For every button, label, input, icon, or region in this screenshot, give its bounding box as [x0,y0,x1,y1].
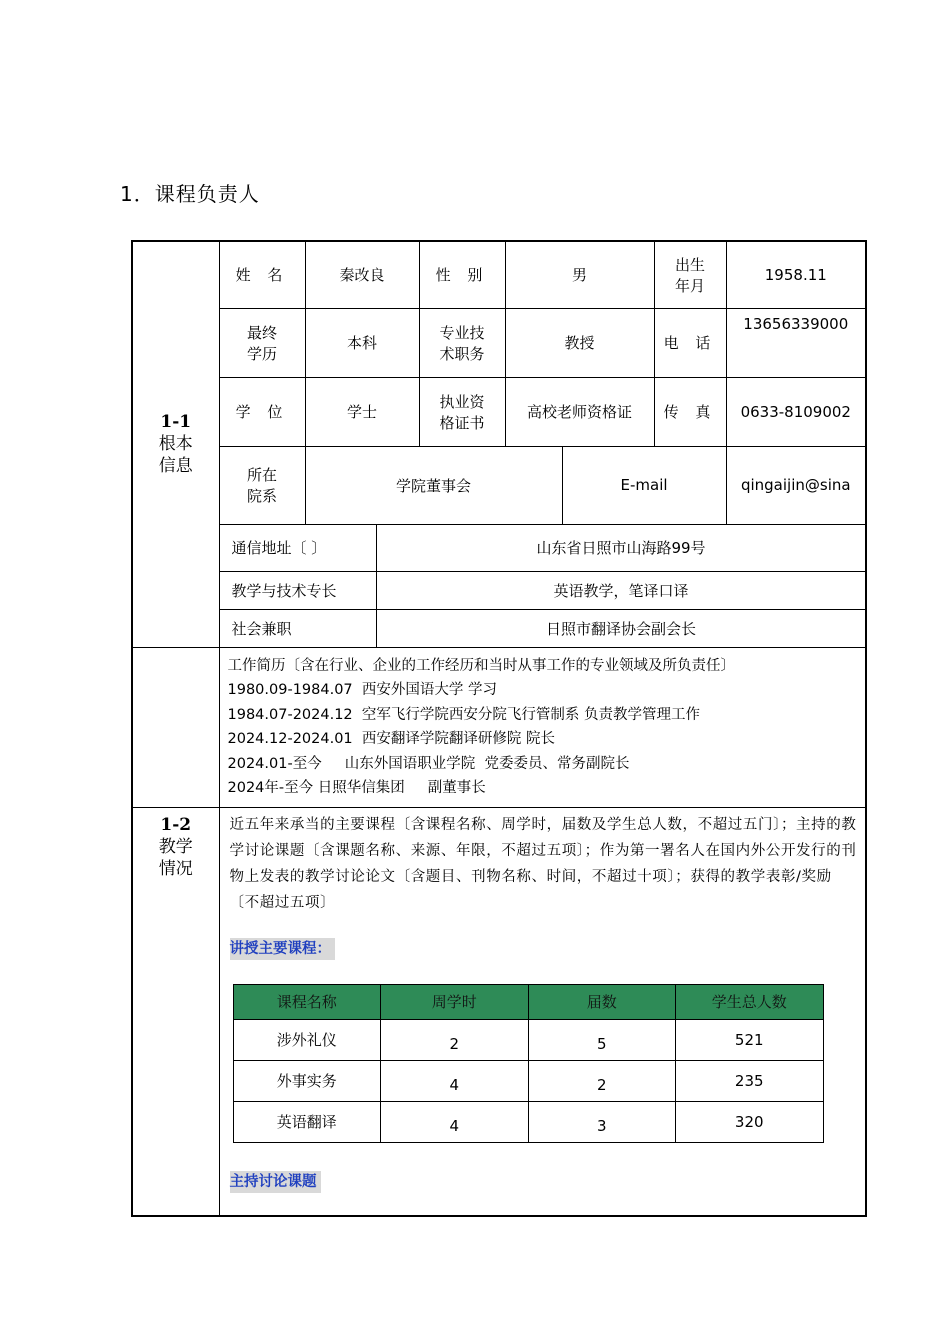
course-students: 235 [676,1060,824,1101]
course-terms: 3 [528,1101,676,1142]
resume-line: 1980.09-1984.07 西安外国语大学 学习 [227,682,497,698]
table-row [233,1060,823,1101]
course-hours: 4 [381,1101,529,1142]
certificate-value: 高校老师资格证 [505,377,654,446]
education-value: 本科 [305,308,419,377]
address-value: 山东省日照市山海路99号 [376,524,866,571]
course-leader-table [131,240,867,1217]
section-1-2-number: 1-2 [160,814,192,835]
expertise-label: 教学与技术专长 [219,571,376,609]
work-resume [219,647,866,807]
section-1-1-number: 1-1 [160,412,192,433]
courses-header-row [233,984,823,1019]
course-terms: 5 [528,1019,676,1060]
department-value: 学院董事会 [305,446,562,524]
courses-table [233,984,824,1143]
course-students: 320 [676,1101,824,1142]
address-label: 通信地址〔 〕 [219,524,376,571]
teaching-intro: 近五年来承当的主要课程〔含课程名称、周学时，届数及学生总人数，不超过五门〕；主持的教学讨论课题〔含课题名称、来源、年限，不超过五项〕；作为第一署名人在国内外公开发行的刊物上发表的教学讨论论文〔含题目、刊物名称、时间，不超过十项〕；获得的教学表彰/奖励〔不超过五项〕 [229,816,857,911]
phone-value: 13656339000 [726,308,866,377]
degree-value: 学士 [305,377,419,446]
phone-label: 电 话 [654,308,726,377]
research-heading: 主持讨论课题 [230,1171,321,1193]
fax-value: 0633-8109002 [726,377,866,446]
table-row [233,1019,823,1060]
course-name: 外事实务 [233,1060,381,1101]
table-row [233,1101,823,1142]
resume-line: 2024年-至今 日照华信集团 副董事长 [227,780,486,796]
col-total-students: 学生总人数 [676,984,824,1019]
title-label: 专业技 术职务 [419,308,505,377]
education-label: 最终 学历 [219,308,305,377]
social-role-label: 社会兼职 [219,609,376,647]
resume-line: 2024.12-2024.01 西安翻译学院翻译研修院 院长 [227,731,555,747]
course-terms: 2 [528,1060,676,1101]
course-name: 涉外礼仪 [233,1019,381,1060]
birth-label: 出生 年月 [654,241,726,308]
department-label: 所在 院系 [219,446,305,524]
section-1-2-label [132,807,219,1216]
gender-value: 男 [505,241,654,308]
course-name: 英语翻译 [233,1101,381,1142]
section-1-1-text-b: 信息 [158,456,193,477]
social-role-value: 日照市翻译协会副会长 [376,609,866,647]
col-terms: 届数 [528,984,676,1019]
course-hours: 2 [381,1019,529,1060]
certificate-label: 执业资 格证书 [419,377,505,446]
col-weekly-hours: 周学时 [381,984,529,1019]
birth-value: 1958.11 [726,241,866,308]
section-1-2-text-b: 情况 [158,858,193,879]
resume-line: 1984.07-2024.12 空军飞行学院西安分院飞行管制系 负责教学管理工作 [227,706,700,723]
col-course-name: 课程名称 [233,984,381,1019]
name-label: 姓 名 [219,241,305,308]
fax-label: 传 真 [654,377,726,446]
resume-heading: 工作简历〔含在行业、企业的工作经历和当时从事工作的专业领域及所负责任〕 [227,657,735,674]
name-value: 秦改良 [305,241,419,308]
section-1-2-text-a: 教学 [158,836,193,857]
section-1-1-label [132,241,219,647]
courses-heading: 讲授主要课程： [230,938,336,960]
section-1-1-spacer [132,647,219,807]
teaching-situation [219,807,866,1216]
course-hours: 4 [381,1060,529,1101]
title-value: 教授 [505,308,654,377]
degree-label: 学 位 [219,377,305,446]
course-students: 521 [676,1019,824,1060]
gender-label: 性 别 [419,241,505,308]
section-title: 1．课程负责人 [120,182,260,206]
email-label: E-mail [562,446,726,524]
email-value: qingaijin@sina [726,446,866,524]
resume-line: 2024.01-至今 山东外国语职业学院 党委委员、常务副院长 [227,755,630,772]
section-1-1-text-a: 根本 [158,434,193,455]
expertise-value: 英语教学，笔译口译 [376,571,866,609]
